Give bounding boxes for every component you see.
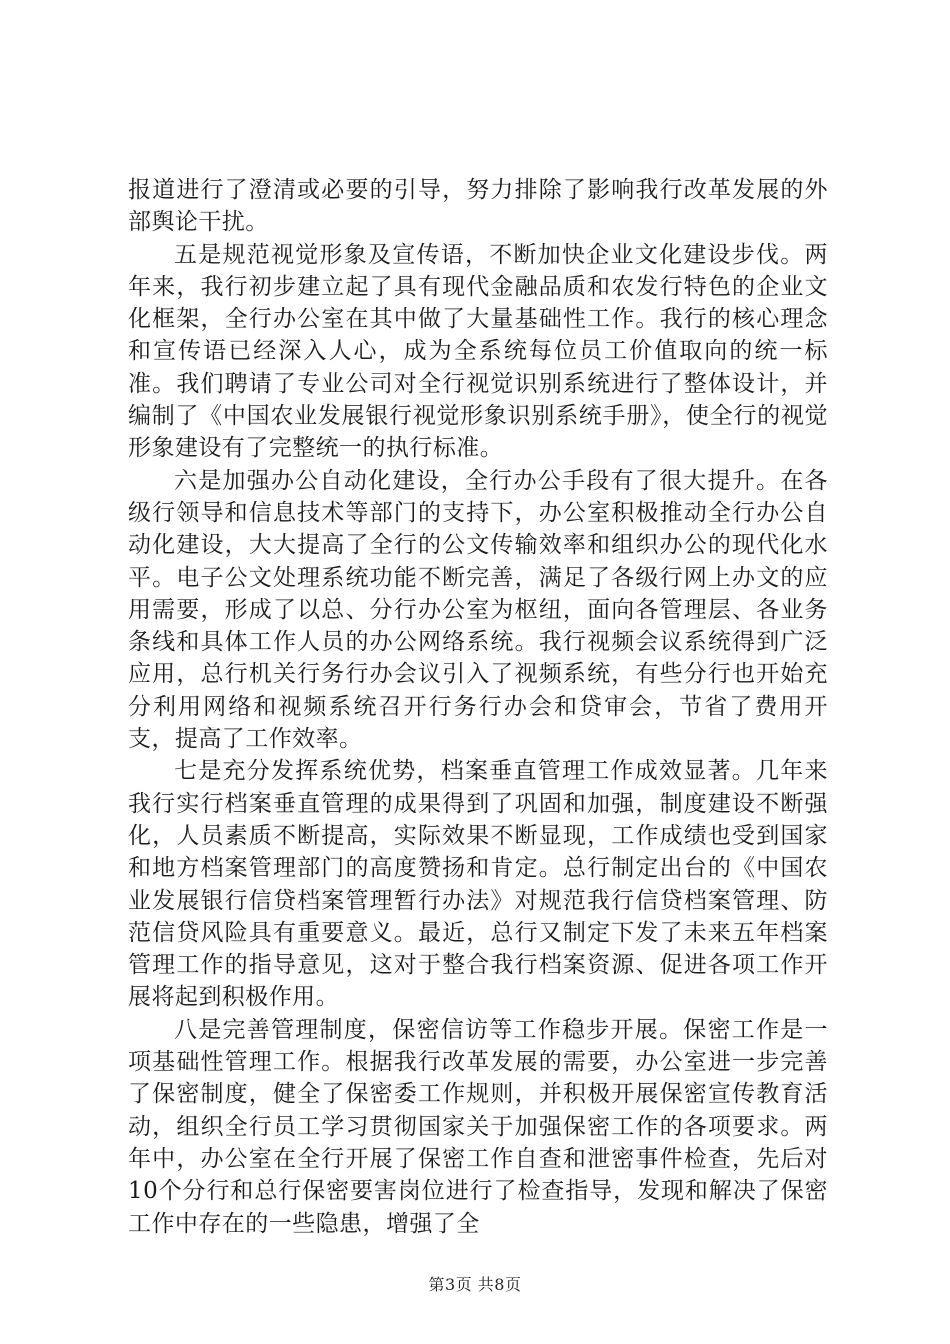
paragraph-seven-archive-management: 七是充分发挥系统优势，档案垂直管理工作成效显著。几年来我行实行档案垂直管理的成果得到了巩固和加强，制度建设不断强化，人员素质不断提高，实际效果不断显现，工作成绩也受到国家和地方档案管理部门的高度赞扬和肯定。总行制定出台的《中国农业发展银行信贷档案管理暂行办法》对规范我行信贷档案管理、防范信贷风险具有重要意义。最近，总行又制定下发了未来五年档案管理工作的指导意见，这对于整合我行档案资源、促进各项工作开展将起到积极作用。 — [128, 758, 828, 1011]
paragraph-eight-confidentiality: 八是完善管理制度，保密信访等工作稳步开展。保密工作是一项基础性管理工作。根据我行改革发展的需要，办公室进一步完善了保密制度，健全了保密委工作规则，并积极开展保密宣传教育活动，组织全行员工学习贯彻国家关于加强保密工作的各项要求。两年中，办公室在全行开展了保密工作自查和泄密事件检查，先后对10个分行和总行保密要害岗位进行了检查指导，发现和解决了保密工作中存在的一些隐患，增强了全 — [128, 1016, 828, 1237]
paragraph-five-visual-identity: 五是规范视觉形象及宣传语，不断加快企业文化建设步伐。两年来，我行初步建立起了具有现代金融品质和农发行特色的企业文化框架，全行办公室在其中做了大量基础性工作。我行的核心理念和宣传语已经深入人心，成为全系统每位员工价值取向的统一标准。我们聘请了专业公司对全行视觉识别系统进行了整体设计，并编制了《中国农业发展银行视觉形象识别系统手册》，使全行的视觉形象建设有了完整统一的执行标准。 — [128, 241, 828, 462]
paragraph-six-office-automation: 六是加强办公自动化建设，全行办公手段有了很大提升。在各级行领导和信息技术等部门的支持下，办公室积极推动全行办公自动化建设，大大提高了全行的公文传输效率和组织办公的现代化水平。电子公文处理系统功能不断完善，满足了各级行网上办文的应用需要，形成了以总、分行办公室为枢纽，面向各管理层、各业务条线和具体工作人员的办公网络系统。我行视频会议系统得到广泛应用，总行机关行务行办会议引入了视频系统，有些分行也开始充分利用网络和视频系统召开行务行办会和贷审会，节省了费用开支，提高了工作效率。 — [128, 467, 828, 753]
document-body — [128, 174, 828, 1240]
paragraph-continuation: 报道进行了澄清或必要的引导，努力排除了影响我行改革发展的外部舆论干扰。 — [128, 177, 828, 236]
page-number-footer: 第3页 共8页 — [428, 1275, 522, 1294]
